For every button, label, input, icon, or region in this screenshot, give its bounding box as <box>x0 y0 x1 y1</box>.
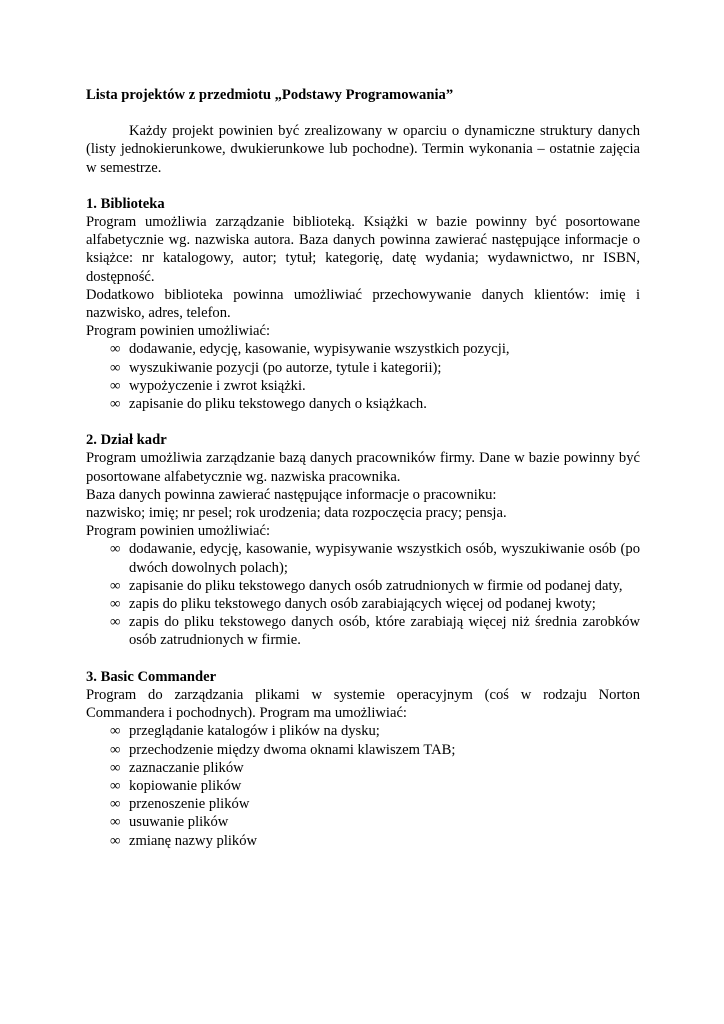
feature-list <box>86 540 640 649</box>
infinity-bullet-icon: ∞ <box>110 614 121 631</box>
list-item <box>86 540 640 576</box>
list-item-text: przechodzenie między dwoma oknami klawiszem TAB; <box>129 741 456 758</box>
intro-paragraph: Każdy projekt powinien być zrealizowany w oparciu o dynamiczne struktury danych (listy jednokierunkowe, dwukierunkowe lub pochodne). Termin wykonania – ostatnie zajęcia w semestrze. <box>86 123 640 176</box>
list-item <box>86 613 640 649</box>
infinity-bullet-icon: ∞ <box>110 814 121 831</box>
section-basic-commander <box>86 668 640 850</box>
infinity-bullet-icon: ∞ <box>110 341 121 358</box>
section-paragraph: Program do zarządzania plikami w systemie operacyjnym (coś w rodzaju Norton Commandera i pochodnych). Program ma umożliwiać: <box>86 686 640 722</box>
list-item <box>86 777 640 795</box>
list-item <box>86 359 640 377</box>
section-title: 3. Basic Commander <box>86 668 217 685</box>
list-item-text: dodawanie, edycję, kasowanie, wypisywanie wszystkich pozycji, <box>129 341 510 358</box>
list-item <box>86 722 640 740</box>
section-paragraph: Program umożliwia zarządzanie biblioteką. Książki w bazie powinny być posortowane alfabetycznie wg. nazwiska autora. Baza danych powinna zawierać następujące informacje o książce: nr katalogowy, autor; tytuł; kategorię, datę wydania; wydawnictwo, nr ISBN, dostępność. <box>86 214 640 285</box>
list-item <box>86 813 640 831</box>
infinity-bullet-icon: ∞ <box>110 832 121 849</box>
list-item-text: zapisanie do pliku tekstowego danych osób zatrudnionych w firmie od podanej daty, <box>129 577 623 594</box>
infinity-bullet-icon: ∞ <box>110 796 121 813</box>
list-item-text: wypożyczenie i zwrot książki. <box>129 377 306 394</box>
infinity-bullet-icon: ∞ <box>110 777 121 794</box>
document-title: Lista projektów z przedmiotu „Podstawy Programowania” <box>86 87 454 103</box>
list-item-text: kopiowanie plików <box>129 777 242 794</box>
list-item-text: zmianę nazwy plików <box>129 832 258 849</box>
list-item <box>86 377 640 395</box>
list-item <box>86 395 640 413</box>
section-title: 1. Biblioteka <box>86 195 165 212</box>
infinity-bullet-icon: ∞ <box>110 759 121 776</box>
section-title: 2. Dział kadr <box>86 432 167 449</box>
section-paragraph: Program umożliwia zarządzanie bazą danych pracowników firmy. Dane w bazie powinny być posortowane alfabetycznie wg. nazwiska pracownika. <box>86 450 640 485</box>
infinity-bullet-icon: ∞ <box>110 577 121 594</box>
document-page <box>86 86 640 850</box>
list-item <box>86 340 640 358</box>
feature-list <box>86 340 640 413</box>
section-paragraph: Program powinien umożliwiać: <box>86 323 271 340</box>
infinity-bullet-icon: ∞ <box>110 541 121 558</box>
list-item-text: dodawanie, edycję, kasowanie, wypisywanie wszystkich osób, wyszukiwanie osób (po dwóch dowolnych polach); <box>129 541 640 576</box>
list-item-text: przeglądanie katalogów i plików na dysku; <box>129 723 380 740</box>
list-item <box>86 577 640 595</box>
list-item <box>86 759 640 777</box>
section-dzial-kadr <box>86 431 640 649</box>
section-biblioteka <box>86 195 640 413</box>
section-paragraph: nazwisko; imię; nr pesel; rok urodzenia; data rozpoczęcia pracy; pensja. <box>86 505 507 522</box>
feature-list <box>86 722 640 849</box>
list-item <box>86 795 640 813</box>
list-item-text: zapis do pliku tekstowego danych osób zarabiających więcej od podanej kwoty; <box>129 596 596 613</box>
list-item-text: przenoszenie plików <box>129 796 250 813</box>
list-item-text: zapis do pliku tekstowego danych osób, które zarabiają więcej niż średnia zarobków osób zatrudnionych w firmie. <box>129 614 640 649</box>
list-item <box>86 832 640 850</box>
infinity-bullet-icon: ∞ <box>110 596 121 613</box>
infinity-bullet-icon: ∞ <box>110 377 121 394</box>
section-paragraph: Dodatkowo biblioteka powinna umożliwiać przechowywanie danych klientów: imię i nazwisko, adres, telefon. <box>86 286 640 322</box>
list-item <box>86 741 640 759</box>
list-item <box>86 595 640 613</box>
section-paragraph: Program powinien umożliwiać: <box>86 523 271 540</box>
infinity-bullet-icon: ∞ <box>110 741 121 758</box>
infinity-bullet-icon: ∞ <box>110 359 121 376</box>
list-item-text: zapisanie do pliku tekstowego danych o książkach. <box>129 396 427 413</box>
list-item-text: usuwanie plików <box>129 814 229 831</box>
list-item-text: wyszukiwanie pozycji (po autorze, tytule i kategorii); <box>129 359 442 376</box>
section-paragraph: Baza danych powinna zawierać następujące informacje o pracowniku: <box>86 486 497 503</box>
infinity-bullet-icon: ∞ <box>110 723 121 740</box>
infinity-bullet-icon: ∞ <box>110 396 121 413</box>
list-item-text: zaznaczanie plików <box>129 759 244 776</box>
